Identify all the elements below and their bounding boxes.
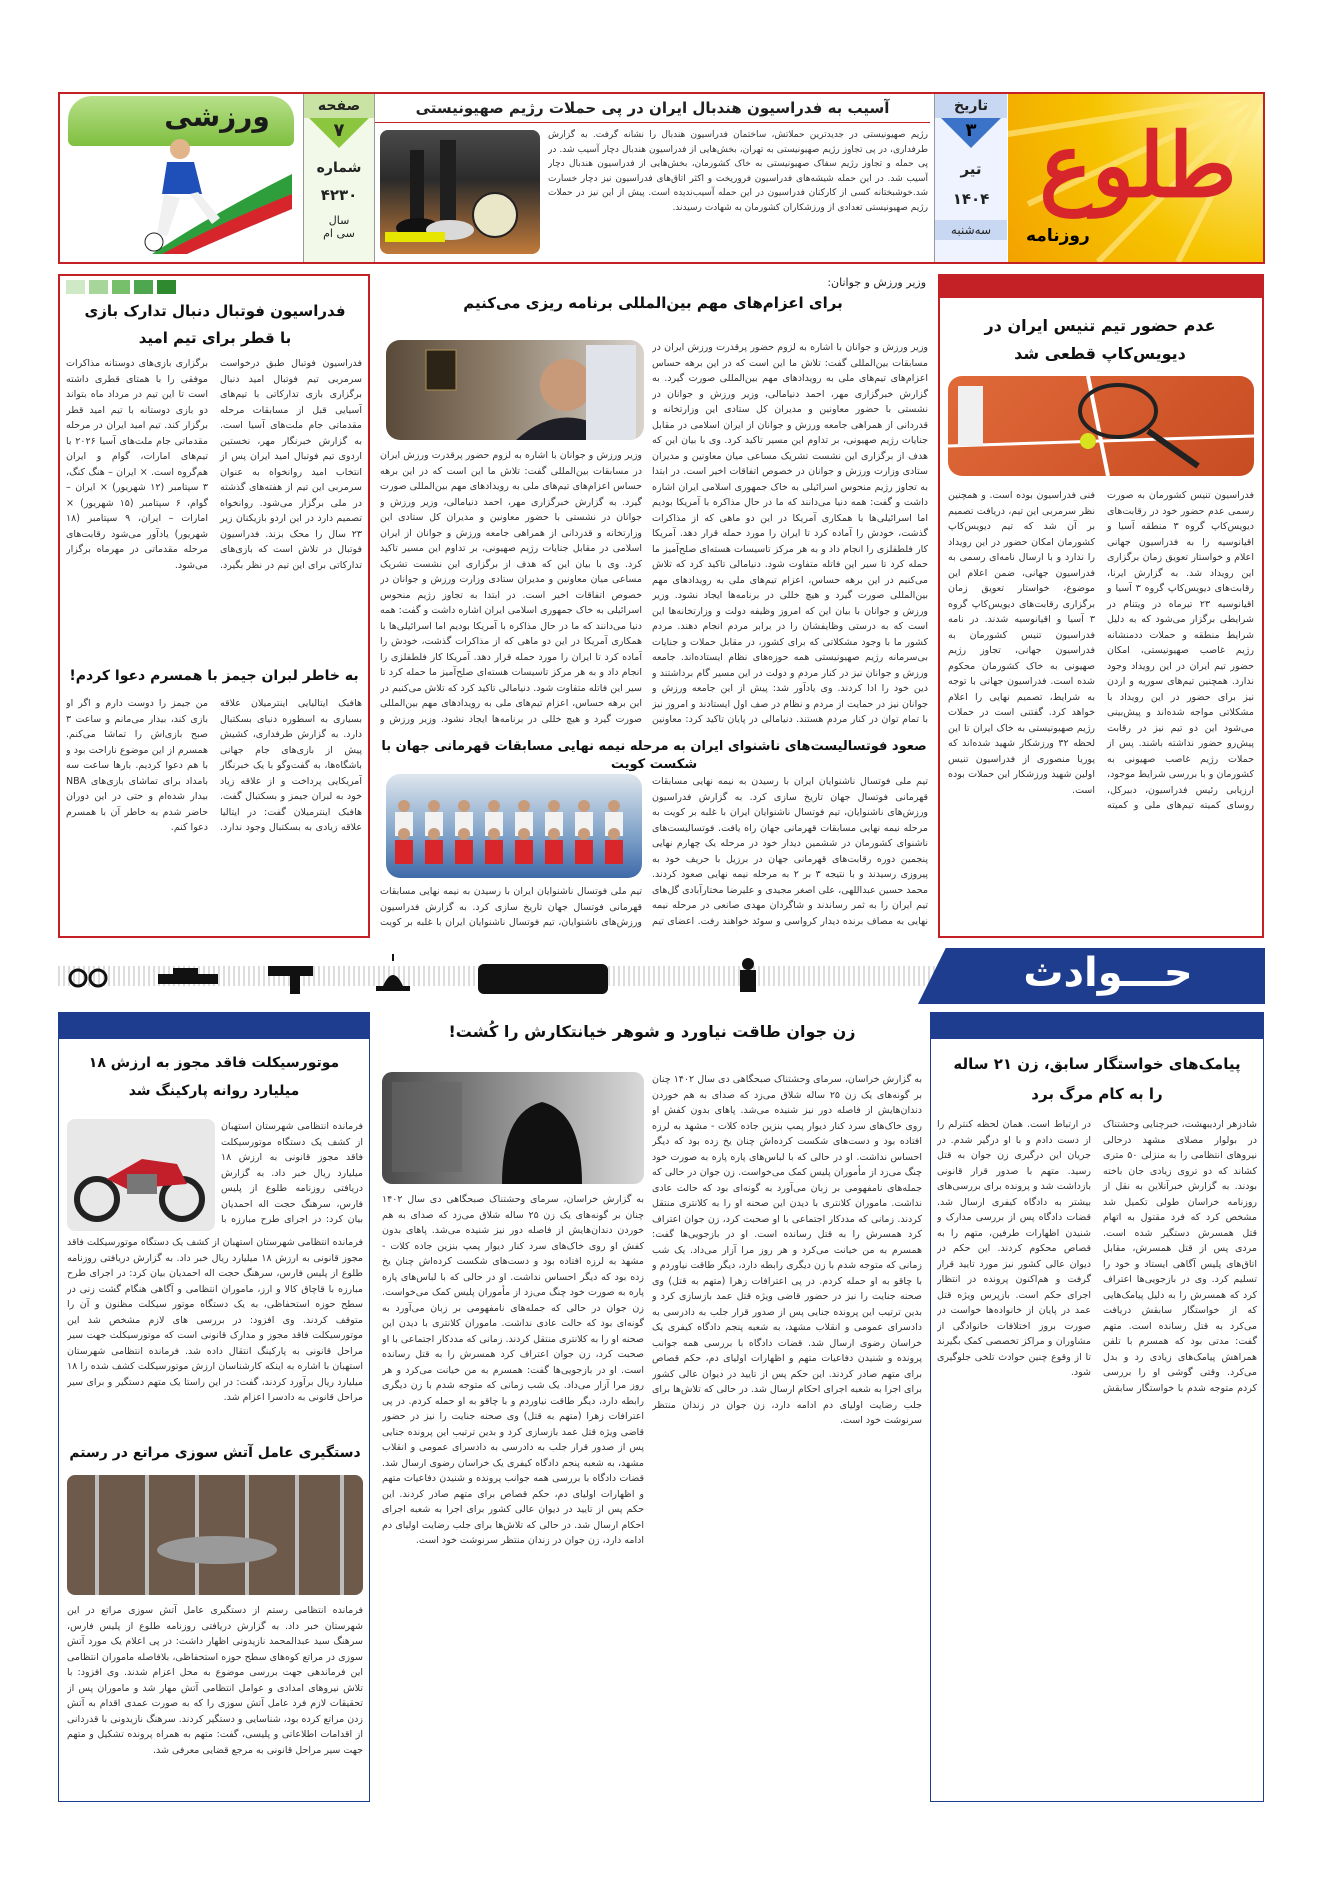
newspaper-logo[interactable]	[1008, 94, 1263, 262]
top-story-title[interactable]: آسیب به فدراسیون هندبال ایران در پی حملات رژیم صهیونیستی	[375, 96, 930, 123]
motorcycle-photo	[67, 1119, 215, 1231]
player-body	[575, 840, 593, 864]
betrayal-title[interactable]: زن جوان طاقت نیاورد و شوهر خیانتکارش را کُشت!	[448, 1022, 856, 1041]
page-label: صفحه	[304, 94, 374, 118]
tennis-body: فدراسیون تنیس کشورمان به صورت رسمی عدم حضور خود در رقابت‌های دیویس‌کاپ گروه ۳ منطقه آسیا و اقیانوسیه را به فدراسیون جهانی اعلام و خواستار تعویق زمان برگزاری این رویداد شد. به گزارش ایرنا، رقابت‌های دیویس‌کاپ گروه ۳ آسیا و اقیانوسیه ۲۳ تیرماه در ویتنام در شرایطی برگزار می‌شود که به دلیل شرایط منطقه و حملات دد‌منشانه رژیم غاصب صهیونیستی، امکان حضور تیم ایران در این رویداد وجود ندارد. همچنین تیم‌های سوریه و اردن نیز برای حضور در این رویداد با مشکلاتی مواجه شده‌اند و پیش‌بینی می‌شود این دو تیم نیز در رقابت پیش‌رو حضور نداشته باشند. پس از حملات رژیم غاصب صهیونی به کشورمان و با بررسی شرایط موجود، ارزیابی رئیس فدراسیون، دبیرکل، روسای کمیته تیم‌های ملی و کمیته فنی فدراسیون بوده است. و همچنین نظر سرمربی این تیم، دریافت تصمیم بر آن شد که تیم دیویس‌کاپ کشورمان امکان حضور در این رویداد را ندارد و با ارسال نامه‌ای رسمی به فدراسیون جهانی، ضمن اعلام این موضوع، خواستار تعویق زمان برگزاری رقابت‌های دیویس‌کاپ گروه ۳ آسیا و اقیانوسیه شدند. در نامه فدراسیون تنیس کشورمان به فدراسیون جهانی، تجاوز رژیم صهیونی به خاک کشورمان محکوم شده است. فدراسیون جهانی با توجه به شرایط، تصمیم نهایی را اعلام خواهد کرد. گفتنی است در حملات رژیم صهیونیستی به خاک ایران تا این لحظه ۳۲ ورزشکار شهید شده‌اند که پوریا منصوری از فدراسیون تنیس اولین شهید ورزشکار این حملات بوده است.	[948, 490, 1254, 811]
futsal-body-right: تیم ملی فوتسال ناشنوایان ایران با رسیدن به نیمه نهایی مسابقات قهرمانی فوتسال جهان تاریخ سازی کرد. به گزارش فدراسیون ورزش‌های ناشنوایان، تیم فوتسال ناشنوایان ایران با غلبه بر کویت به مرحله نیمه نهایی مسابقات قهرمانی جهان راه یافت. فوتسالیست‌های ناشنوای کشورمان در ششمین دیدار خود در مرحله یک چهارم نهایی پنجمین دوره رقابت‌های قهرمانی جهان در برزیل با حریف خود به پیروزی رسیدند و با نتیجه ۳ بر ۲ به مرحله نیمه نهایی صعود کردند. محمد حسین عبداللهی، علی اصغر مجیدی و علیرضا مختارآبادی گل‌های تیم ایران را به ثمر رساندند و شاگردان مهدی صانعی در مرحله نیمه نهایی به مصاف برنده دیدار کرواسی و سوئد خواهند رفت. اعضای تیم	[652, 776, 928, 927]
date-day: ۳	[965, 120, 977, 141]
pistol-icon	[268, 966, 313, 994]
player-body	[425, 840, 443, 864]
player-head	[518, 828, 530, 840]
player-head	[518, 800, 530, 812]
issue-number: ۴۲۳۰	[320, 186, 358, 204]
player-body	[455, 840, 473, 864]
officer-icon	[740, 958, 756, 992]
soldiers-icon	[478, 964, 608, 994]
player-body	[515, 840, 533, 864]
date-weekday: سه‌شنبه	[935, 220, 1007, 240]
date-year: ۱۴۰۴	[952, 190, 990, 208]
football-title[interactable]: فدراسیون فوتبال دنبال تدارک بازی با قطر برای تیم امید	[84, 302, 346, 347]
futsal-title[interactable]: صعود فوتسالیست‌های ناشنوای ایران به مرحله نیمه نهایی مسابقات قهرمانی جهان با شکست کویت	[381, 739, 927, 772]
arson-title[interactable]: دستگیری عامل آتش سوزی مراتع در رستم	[69, 1445, 361, 1461]
betrayal-body-right: به گزارش خراسان، سرمای وحشتناک صبحگاهی دی سال ۱۴۰۲ چنان بر گونه‌های یک زن ۲۵ ساله شلاق می‌زد که صدای به هم خوردن دندان‌هایش از فاصله دور نیز شنیده می‌شد. پاهای بدون کفش او روی خاک‌های سرد کنار دیوار پمپ بنزین جاده کلات - مشهد به لرزه افتاده بود و دست‌های شکست کرده‌اش چنان یخ زده بود که دیگر احساس نداشت. او در حالی که با لباس‌های پاره پاره به صورت خود چنگ می‌زد از مأموران پلیس کمک می‌خواست. زن جوان در حالی که جمله‌های نامفهومی بر زبان می‌آورد به گونه‌ای بود که حالت عادی نداشت. ماموران کلانتری با دیدن این صحنه او را به کلانتری منتقل کردند. زمانی که مددکار اجتماعی با او صحبت کرد، زن جوان اعتراف کرد همسرش را به قتل رسانده است. او در بازجویی‌ها گفت: همسرم به من خیانت می‌کرد و هر روز مرا آزار می‌داد. یک شب زمانی که متوجه شدم با زن دیگری رابطه دارد، دیگر طاقت نیاوردم و با چاقو به او حمله کردم. در پی اعترافات زهرا (متهم به قتل) وی صحنه جنایت را نیز در حضور قاضی ویژه قتل عمد بازسازی کرد و بدین ترتیب این پرونده جنایی پس از صدور قرار جلب به دادرسی به دادسرای عمومی و انقلاب مشهد، به شعبه پنجم دادگاه کیفری یک خراسان رضوی ارسال شد. قضات دادگاه با بررسی همه جوانب پرونده و شنیدن دفاعیات متهم و اظهارات اولیای دم، حکم قصاص برای متهم صادر کردند. این حکم پس از تایید در دیوان عالی کشور برای اجرا به شعبه اجرای احکام ارسال شد. در حالی که تلاش‌ها برای جلب رضایت اولیای دم ادامه دارد، زن جوان در زندان منتظر سرنوشت خود است.	[652, 1074, 922, 1426]
top-story-body: رژیم صهیونیستی در جدیدترین حملاتش، ساختمان فدراسیون هندبال را نشانه گرفت. به گزارش طرفداری، در پی تجاوز رژیم صهیونیستی به تهران، بخش‌هایی از فدراسیون هندبال دچار آسیب شد. در پی حمله و تجاوز رژیم سفاک صهیونیستی به خاک کشورمان، بخش‌هایی از فدراسیون هندبال دچار آسیب شد. در این حمله شیشه‌های فدراسیون فروریخت و اکثر اتاق‌های فدراسیون نیز دچار خسارت شد.خوشبختانه کسی از کارکنان فدراسیون در این حمله آسیب‌ندیده است. پیش از این نیز در حملات رژیم صهیونیستی تعدادی از ورزشکاران کشورمان به شهادت رسیدند.	[548, 130, 928, 213]
color-swatches	[66, 280, 176, 294]
arson-body: فرمانده انتظامی رستم از دستگیری عامل آتش سوزی مراتع در این شهرستان خبر داد. به گزارش دریافتی روزنامه طلوع از پلیس فارس، سرهنگ سید عبدالمحمد نازیدونی اظهار داشت: در پی اعلام یک مورد آتش سوزی در مراتع کوه‌های سطح حوزه استحفاظی، بلافاصله ماموران انتظامی این فرماندهی جهت بررسی موضوع به محل اعزام شدند. وی افزود: با تلاش نیروهای امدادی و عوامل انتظامی آتش مهار شد و ماموران پس از تحقیقات لازم فرد عامل آتش سوزی را که به صورت عمدی اقدام به آتش زدن مراتع کرده بود، شناسایی و دستگیر کردند. سرهنگ نازیدونی با قدردانی از اقدامات اطلاعاتی و پلیسی، گفت: متهم به همراه پرونده تشکیل و متهم جهت سیر مراحل قانونی به مرجع قضایی معرفی شد.	[67, 1605, 363, 1756]
footballer-icon	[62, 94, 300, 260]
betrayal-photo	[382, 1072, 644, 1184]
player-head	[548, 828, 560, 840]
accidents-title: حـــوادث	[1023, 950, 1193, 996]
arson-photo	[67, 1475, 363, 1595]
betrayal-article	[378, 1012, 926, 1802]
ex-suitor-title[interactable]: پیامک‌های خواستگار سابق، زن ۲۱ ساله را به کام مرگ برد	[953, 1055, 1241, 1103]
section-title: ورزشی	[164, 100, 270, 133]
ex-suitor-article	[930, 1012, 1264, 1802]
minister-body-left: وزیر ورزش و جوانان با اشاره به لزوم حضور پرقدرت ورزش ایران در مسابقات بین‌المللی گفت: تلاش ما این است که در این برهه حساس اعزام‌های تیم‌های ملی به رویدادهای مهم بین‌المللی صورت گیرد. به گزارش خبرگزاری مهر، احمد دنیامالی، وزیر ورزش و جوانان در نشستی با حضور معاونین و مدیران کل ستادی این وزارتخانه و قدردانی از همراهی جامعه ورزش و جوانان از ایران اسلامی در مقابل جنایات رژیم صهیونی، بر تداوم این مسیر تاکید کرد. وی با بیان این که هدف از برگزاری این نشست تشریک مساعی میان معاونین و مدیران ستادی وزارت ورزش و جوانان در خصوص اتفاقات اخیر است. در ابتدا به تجاوز رژیم منحوس اسرائیلی به خاک جمهوری اسلامی ایران اشاره داشت و گفت: همه دنیا می‌دانند که ما در حال مذاکره با آمریکا بودیم اما اسرائیلی‌ها با همکاری آمریکا در این دو ماهی که از مذاکرات گذشت، خودش را آماده کرد تا ایران را مورد حمله قرار دهد. آمریکا کار فلطفلزی را انجام داد و به هر مرکز تاسیسات هسته‌ای صلح‌آمیز ما حمله کرد تا سیر این فاتله متفاوت شود. دنیامالی تاکید کرد که تلاش می‌کنیم در این برهه حساس، اعزام تیم‌های ملی به رویدادهای مهم بین‌المللی صورت گیرد و هیچ خللی در برنامه‌ها ایجاد نشود. وزیر ورزش و	[380, 450, 642, 725]
player-head	[488, 800, 500, 812]
date-box	[934, 94, 1007, 262]
lebron-body: هافبک ایتالیایی اینترمیلان علاقه بسیاری به اسطوره دنیای بسکتبال دارد. به گزارش طرفداری، کشیش پیش از بازی‌های جام جهانی باشگاه‌ها، به گفت‌وگو با یک خبرنگار آمریکایی پرداخت و از علاقه زیاد خود به لبران جیمز و بسکتبال گفت. هافبک اینترمیلان گفت: در ایتالیا علاقه زیادی به بسکتبال وجود ندارد. من جیمز را دوست دارم و اگر او بازی کند، بیدار می‌مانم و ساعت ۳ صبح بازی‌اش را تماشا می‌کنم. همسرم از این موضوع ناراحت بود و با هم دعوا کردیم. بارها ساعت سه بامداد برای تماشای بازی‌های NBA بیدار شده‌ام و حتی در این دوران حاضر شدم به خاطر آن با همسرم دعوا کنم.	[66, 698, 362, 833]
volume: سی ام	[323, 227, 355, 240]
futsal-body-left: تیم ملی فوتسال ناشنوایان ایران با رسیدن به نیمه نهایی مسابقات قهرمانی فوتسال جهان تاریخ سازی کرد. به گزارش فدراسیون ورزش‌های ناشنوایان، تیم فوتسال ناشنوایان ایران با غلبه بر کویت	[380, 886, 642, 928]
player-head	[428, 800, 440, 812]
issue-box	[303, 94, 375, 262]
date-label: تاریخ	[935, 94, 1007, 118]
date-month: تیر	[960, 160, 982, 178]
minister-kicker: وزیر ورزش و جوانان:	[827, 276, 926, 289]
player-head	[608, 828, 620, 840]
player-head	[458, 828, 470, 840]
ex-suitor-body: شادزهر اردیبهشت، خبرچنایی وحشتناک در بولوار مصلای مشهد درحالی نیروهای انتظامی را به منزلی ۵۰ متری کشاند که دو تروی زیادی جان باخته بودند. به گزارش خبرآنلاین به نقل از روزنامه خراسان طولی تکمیل شد مشخص کرد که فرد مقتول به اتهام قتل همسرش دستگیر شده است. مردی پس از قتل همسرش، مقابل اتاق‌های پلیس آگاهی ایستاد و خود را تسلیم کرد. وی در بازجویی‌ها اعتراف کرد که همسرش را به دلیل پیامک‌هایی که از خواستگار سابقش دریافت می‌کرد به قتل رسانده است. متهم گفت: مدتی بود که همسرم با تلفن همراهش پیامک‌های زیادی رد و بدل می‌کرد. وقتی گوشی او را بررسی کردم متوجه شدم با خواستگار سابقش در ارتباط است. همان لحظه کنترلم را از دست دادم و با او درگیر شدم. در جریان این درگیری زن جوان به قتل رسید. متهم با صدور قرار قانونی بازداشت شد و پرونده برای بررسی‌های بیشتر به دادگاه کیفری ارسال شد. قضات دادگاه پس از بررسی مدارک و شنیدن اظهارات طرفین، متهم را به قصاص محکوم کردند. این حکم در دیوان عالی کشور نیز مورد تایید قرار گرفت و هم‌اکنون پرونده در انتظار اجرای حکم است. بازپرس ویژه قتل عمد در پایان از خانواده‌ها خواست در صورت بروز اختلافات خانوادگی از مشاوران و مراکز تخصصی کمک بگیرند تا از وقوع چنین حوادث تلخی جلوگیری شود.	[937, 1119, 1257, 1394]
lebron-title[interactable]: به خاطر لبران جیمز با همسرم دعوا کردم!	[69, 668, 359, 684]
player-body	[485, 840, 503, 864]
minister-photo	[386, 340, 644, 440]
handball-photo	[380, 130, 540, 254]
player-head	[608, 800, 620, 812]
logo-title: طلوع	[1039, 113, 1237, 217]
player-body	[395, 840, 413, 864]
tennis-photo	[948, 376, 1254, 476]
logo-subtitle: روزنامه	[1026, 226, 1090, 246]
player-head	[428, 828, 440, 840]
player-head	[578, 828, 590, 840]
player-body	[605, 840, 623, 864]
sports-section-badge	[62, 94, 300, 260]
motorcycle-body-side: فرمانده انتظامی شهرستان استهبان از کشف یک دستگاه موتورسیکلت فاقد مجوز قانونی به ارزش ۱۸ میلیارد ریال خبر داد. به گزارش دریافتی روزنامه طلوع از پلیس فارس، سرهنگ حجت اله احمدیان بیان کرد: در اجرای طرح مبارزه با	[221, 1121, 363, 1225]
player-head	[488, 828, 500, 840]
player-head	[398, 800, 410, 812]
tennis-article	[938, 274, 1264, 938]
accidents-banner	[58, 948, 1265, 1004]
futsal-photo	[386, 774, 642, 878]
year-label: سال	[328, 214, 350, 227]
police-car-icon	[158, 968, 218, 984]
issue-label: شماره	[316, 160, 362, 176]
minister-title[interactable]: برای اعزام‌های مهم بین‌المللی برنامه ریزی می‌کنیم	[463, 294, 843, 312]
handcuffs-icon	[70, 970, 106, 986]
siren-icon	[376, 954, 410, 991]
minister-body-right: وزیر ورزش و جوانان با اشاره به لزوم حضور پرقدرت ورزش ایران در مسابقات بین‌المللی گفت: تلاش ما این است که در این برهه حساس اعزام‌های تیم‌های ملی به رویدادهای مهم بین‌المللی صورت گیرد. به گزارش خبرگزاری مهر، احمد دنیامالی، وزیر ورزش و جوانان در نشستی با حضور معاونین و مدیران کل ستادی این وزارتخانه و قدردانی از همراهی جامعه ورزش و جوانان از ایران اسلامی در مقابل جنایات رژیم صهیونی، بر تداوم این مسیر تاکید کرد. وی با بیان این که هدف از برگزاری این نشست تشریک مساعی میان معاونین و مدیران ستادی وزارت ورزش و جوانان در خصوص اتفاقات اخیر است. در ابتدا به تجاوز رژیم منحوس اسرائیلی به خاک جمهوری اسلامی ایران اشاره داشت و گفت: همه دنیا می‌دانند که ما در حال مذاکره با آمریکا بودیم اما اسرائیلی‌ها با همکاری آمریکا در این دو ماهی که از مذاکرات گذشت، خودش را آماده کرد تا ایران را مورد حمله قرار دهد. آمریکا کار فلطفلزی را انجام داد و به هر مرکز تاسیسات هسته‌ای صلح‌آمیز ما حمله کرد تا سیر این فاتله متفاوت شود. دنیامالی تاکید کرد که تلاش می‌کنیم در این برهه حساس، اعزام تیم‌های ملی به رویدادهای مهم بین‌المللی صورت گیرد و هیچ خللی در برنامه‌ها ایجاد نشود. وزیر ورزش و جوانان با بیان این که امروز وظیفه دولت و وزارتخانه‌ها این است که به درستی وظایفشان را در برابر مردم انجام دهند. مردم کشور ما با وجود مشکلاتی که برای کشور، در مقابل حملات و جنایات بی‌سرمانه رژیم صهیونیستی همه حوزه‌های نظام ایستاده‌اند. جامعه ورزش و جوانان نیز در کنار مردم و دولت در این مسیر گام برداشتند و دین خود را ادا کردند. وی یادآور شد: پیش از این جامعه ورزش و جوانان نیز در حمایت از مردم و نظام در صف اول ایستادند و امروز نیز با تمام توان در کنار مردم هستند. دنیامالی در پایان تاکید کرد: معاونین	[652, 342, 928, 725]
motorcycle-body: فرمانده انتظامی شهرستان استهبان از کشف یک دستگاه موتورسیکلت فاقد مجوز قانونی به ارزش ۱۸ میلیارد ریال خبر داد. به گزارش دریافتی روزنامه طلوع از پلیس فارس، سرهنگ حجت اله احمدیان بیان کرد: در اجرای طرح مبارزه با قاچاق کالا و ارز، ماموران انتظامی و آگاهی هنگام گشت زنی در سطح حوزه استحفاظی، به یک دستگاه موتور سیکلت مظنون و آن را متوقف کردند. وی افزود: در بررسی های لازم مشخص شد این موتورسیکلت فاقد مجوز و مدارک قانونی است که موتورسیکلت جهت سیر مراحل قانونی به پارکینگ انتقال داده شد. فرمانده انتظامی شهرستان استهبان با اشاره به اینکه کارشناسان ارزش موتورسیکلت کشف شده را ۱۸ میلیارد ریال برآورد کردند، گفت: در این راستا یک متهم دستگیر و برای سیر مراحل قانونی به دادسرا اعزام شد.	[67, 1237, 363, 1403]
player-head	[578, 800, 590, 812]
motorcycle-article	[58, 1012, 370, 1802]
player-head	[458, 800, 470, 812]
betrayal-body-left: به گزارش خراسان، سرمای وحشتناک صبحگاهی دی سال ۱۴۰۲ چنان بر گونه‌های یک زن ۲۵ ساله شلاق می‌زد که صدای به هم خوردن دندان‌هایش از فاصله دور نیز شنیده می‌شد. پاهای بدون کفش او روی خاک‌های سرد کنار دیوار پمپ بنزین جاده کلات - مشهد به لرزه افتاده بود و دست‌های شکست کرده‌اش چنان یخ زده بود که دیگر احساس نداشت. او در حالی که با لباس‌های پاره پاره به صورت خود چنگ می‌زد از مأموران پلیس کمک می‌خواست. زن جوان در حالی که جمله‌های نامفهومی بر زبان می‌آورد به گونه‌ای بود که حالت عادی نداشت. ماموران کلانتری با دیدن این صحنه او را به کلانتری منتقل کردند. زمانی که مددکار اجتماعی با او صحبت کرد، زن جوان اعتراف کرد همسرش را به قتل رسانده است. او در بازجویی‌ها گفت: همسرم به من خیانت می‌کرد و هر روز مرا آزار می‌داد. یک شب زمانی که متوجه شدم با زن دیگری رابطه دارد، دیگر طاقت نیاوردم و با چاقو به او حمله کردم. در پی اعترافات زهرا (متهم به قتل) وی صحنه جنایت را نیز در حضور قاضی ویژه قتل عمد بازسازی کرد و بدین ترتیب این پرونده جنایی پس از صدور قرار جلب به دادرسی به دادسرای عمومی و انقلاب مشهد، به شعبه پنجم دادگاه کیفری یک خراسان رضوی ارسال شد. قضات دادگاه با بررسی همه جوانب پرونده و شنیدن دفاعیات متهم و اظهارات اولیای دم، حکم قصاص برای متهم صادر کردند. این حکم پس از تایید در دیوان عالی کشور برای اجرا به شعبه اجرای احکام ارسال شد. در حالی که تلاش‌ها برای جلب رضایت اولیای دم ادامه دارد، زن جوان در زندان منتظر سرنوشت خود است.	[382, 1194, 644, 1546]
player-head	[548, 800, 560, 812]
tennis-title[interactable]: عدم حضور تیم تنیس ایران در دیویس‌کاپ قطعی شد	[984, 316, 1216, 363]
player-body	[545, 840, 563, 864]
football-body: فدراسیون فوتبال طبق درخواست سرمربی تیم فوتبال امید دنبال برگزاری بازی تدارکاتی با تیم‌های آسیایی قبل از مسابقات مرحله مقدماتی جام ملت‌های آسیا است. به گزارش خبرنگار مهر، نخستین اردوی تیم فوتبال امید ایران پس از انتخاب امید روانخواه به عنوان سرمربی این تیم از هفته‌های گذشته در ملی برگزار می‌شود. روانخواه تصمیم دارد در این اردو بازیکنان زیر ۲۳ سال را محک بزند. فدراسیون فوتبال در تلاش است که بازی‌های تدارکاتی برای این تیم در نظر بگیرد. برگزاری بازی‌های دوستانه مذاکرات موفقی را با همتای قطری داشته است تا این تیم در مرداد ماه بتواند دو بازی دوستانه با تیم امید قطر برگزار کند. تیم امید ایران در مرحله مقدماتی جام ملت‌های آسیا ۲۰۲۶ با تیم‌های امارات، گوام و ایران هم‌گروه است. × ایران – هنگ کنگ، ۳ سپتامبر (۱۲ شهریور) × ایران – گوام، ۶ سپتامبر (۱۵ شهریور) × امارات – ایران، ۹ سپتامبر (۱۸ شهریور) یادآور می‌شود رقابت‌های مرحله مقدماتی در مهرماه برگزار می‌شود.	[66, 358, 362, 571]
player-head	[398, 828, 410, 840]
page-number: ۷	[333, 120, 345, 141]
football-article	[58, 274, 370, 938]
motorcycle-title[interactable]: موتورسیکلت فاقد مجوز به ارزش ۱۸ میلیارد روانه پارکینگ شد	[88, 1055, 340, 1099]
